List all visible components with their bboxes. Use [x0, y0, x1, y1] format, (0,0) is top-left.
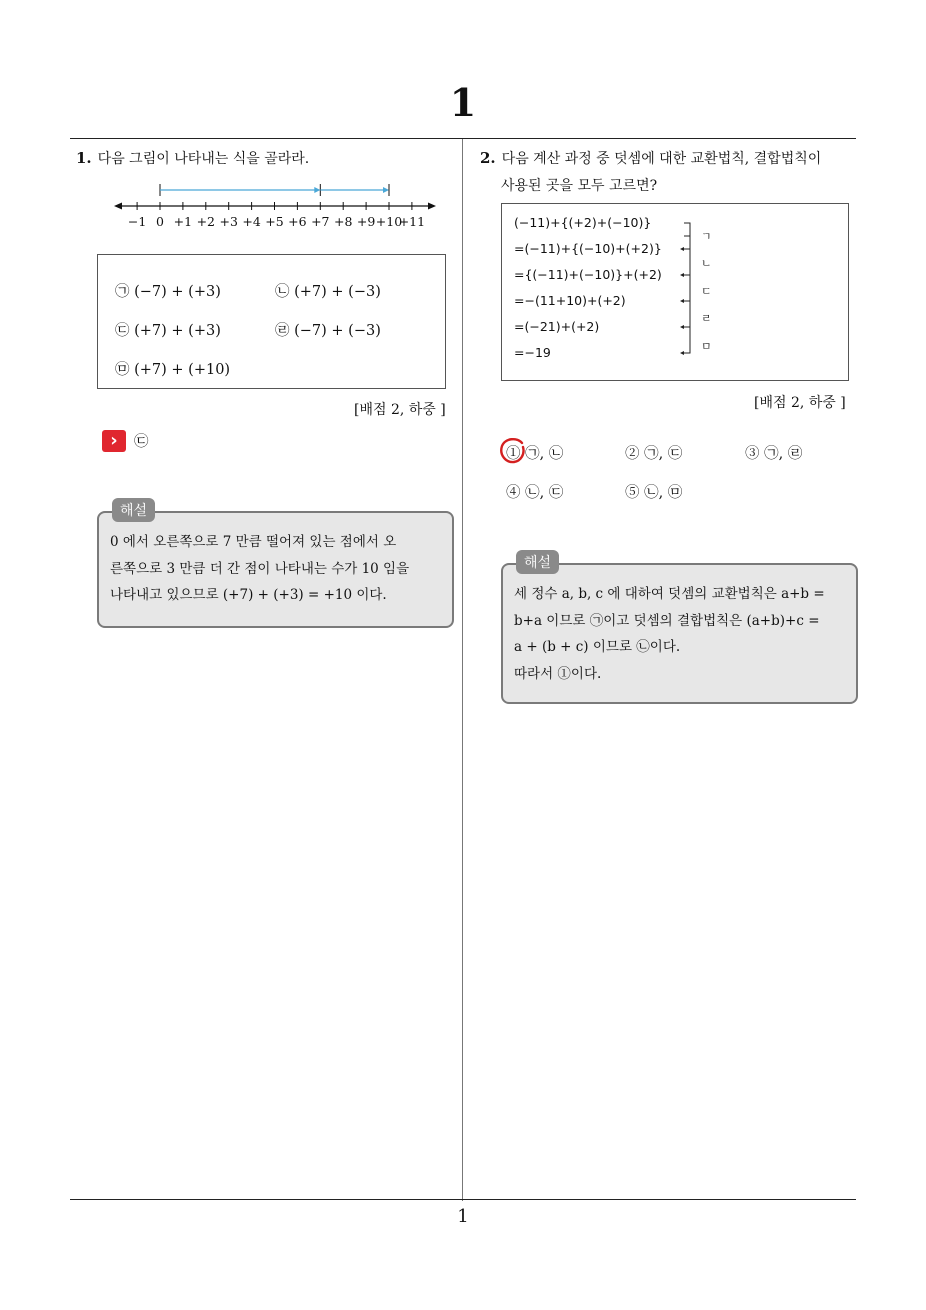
option-1[interactable]: ① ㉠, ㉡ [506, 446, 564, 462]
solution-tag: 해설 [516, 550, 559, 574]
tick-label: +2 [196, 214, 216, 229]
calc-step-label: ㅁ [701, 340, 712, 353]
tick-label: +5 [265, 214, 284, 229]
solution-line: 따라서 ①이다. [514, 665, 602, 682]
question-1 [76, 144, 309, 173]
tick-label: +10 [375, 214, 403, 229]
chevron-right-icon: › [102, 430, 126, 452]
calc-line: =(−21)+(+2) [514, 319, 600, 334]
score-label: [배점 2, 하중 ] [354, 402, 446, 418]
solution-line: 0 에서 오른쪽으로 7 만큼 떨어져 있는 점에서 오 [110, 534, 397, 550]
choice-a[interactable]: ㉠ (−7) + (+3) [115, 284, 221, 300]
calc-step-label: ㄹ [701, 312, 712, 325]
calc-line: (−11)+{(+2)+(−10)} [514, 215, 652, 230]
tick-label: +11 [398, 214, 426, 229]
calc-step-label: ㄱ [701, 230, 712, 243]
option-2[interactable]: ② ㉠, ㉢ [625, 446, 683, 462]
column-divider [462, 139, 463, 1201]
solution-line: a + (b + c) 이므로 ㉡이다. [514, 639, 681, 655]
solution-text [514, 581, 848, 687]
question-number: 1. [76, 149, 92, 167]
tick-label: +7 [311, 214, 330, 229]
calc-step-label: ㄷ [701, 285, 712, 298]
choice-d[interactable]: ㉣ (−7) + (−3) [275, 323, 381, 339]
brackets-graphic [676, 218, 696, 358]
question-text-line2: 사용된 곳을 모두 고르면? [501, 178, 658, 194]
page-title: 1 [449, 80, 477, 125]
question-2 [480, 144, 821, 173]
question-text-line1: 다음 계산 과정 중 덧셈에 대한 교환법칙, 결합법칙이 [501, 151, 822, 167]
option-5[interactable]: ⑤ ㉡, ㉤ [625, 485, 683, 501]
option-3[interactable]: ③ ㉠, ㉣ [745, 446, 803, 462]
answer-text: ㉢ [134, 434, 149, 450]
solution-line: b+a 이므로 ㉠이고 덧셈의 결합법칙은 (a+b)+c = [514, 612, 820, 629]
solution-text [110, 529, 442, 609]
solution-line: 나타내고 있으므로 (+7) + (+3) = +10 이다. [110, 587, 387, 603]
tick-label: −1 [127, 214, 147, 229]
solution-line: 세 정수 a, b, c 에 대하여 덧셈의 교환법칙은 a+b = [514, 586, 825, 602]
score-label: [배점 2, 하중 ] [754, 395, 846, 411]
movement-arrow-head [314, 187, 320, 193]
movement-arrow-head [383, 187, 389, 193]
calc-step-label: ㄴ [701, 257, 712, 270]
tick-label: +1 [173, 214, 193, 229]
tick-label: +6 [288, 214, 307, 229]
page-number: 1 [457, 1206, 469, 1227]
tick-label: +8 [333, 214, 353, 229]
question-text: 다음 그림이 나타내는 식을 골라라. [97, 151, 310, 167]
tick-label: +3 [219, 214, 238, 229]
number-line [110, 178, 440, 233]
choice-e[interactable]: ㉤ (+7) + (+10) [115, 362, 231, 378]
footer-divider [70, 1199, 856, 1200]
tick-label: +9 [356, 214, 376, 229]
calc-line: =−19 [514, 345, 551, 360]
calc-line: =(−11)+{(−10)+(+2)} [514, 241, 662, 256]
tick-label: 0 [156, 214, 164, 229]
axis-arrow-right [428, 203, 436, 210]
tick-label: +4 [242, 214, 261, 229]
answer-mark-circle [498, 436, 528, 466]
option-4[interactable]: ④ ㉡, ㉢ [506, 485, 564, 501]
solution-line: 른쪽으로 3 만큼 더 간 점이 나타내는 수가 10 임을 [110, 560, 410, 577]
axis-arrow-left [114, 203, 122, 210]
calc-line: ={(−11)+(−10)}+(+2) [514, 267, 662, 282]
choice-c[interactable]: ㉢ (+7) + (+3) [115, 323, 221, 339]
solution-tag: 해설 [112, 498, 155, 522]
calc-line: =−(11+10)+(+2) [514, 293, 626, 308]
header-divider [70, 138, 856, 139]
choice-b[interactable]: ㉡ (+7) + (−3) [275, 284, 381, 300]
question-number: 2. [480, 149, 496, 167]
